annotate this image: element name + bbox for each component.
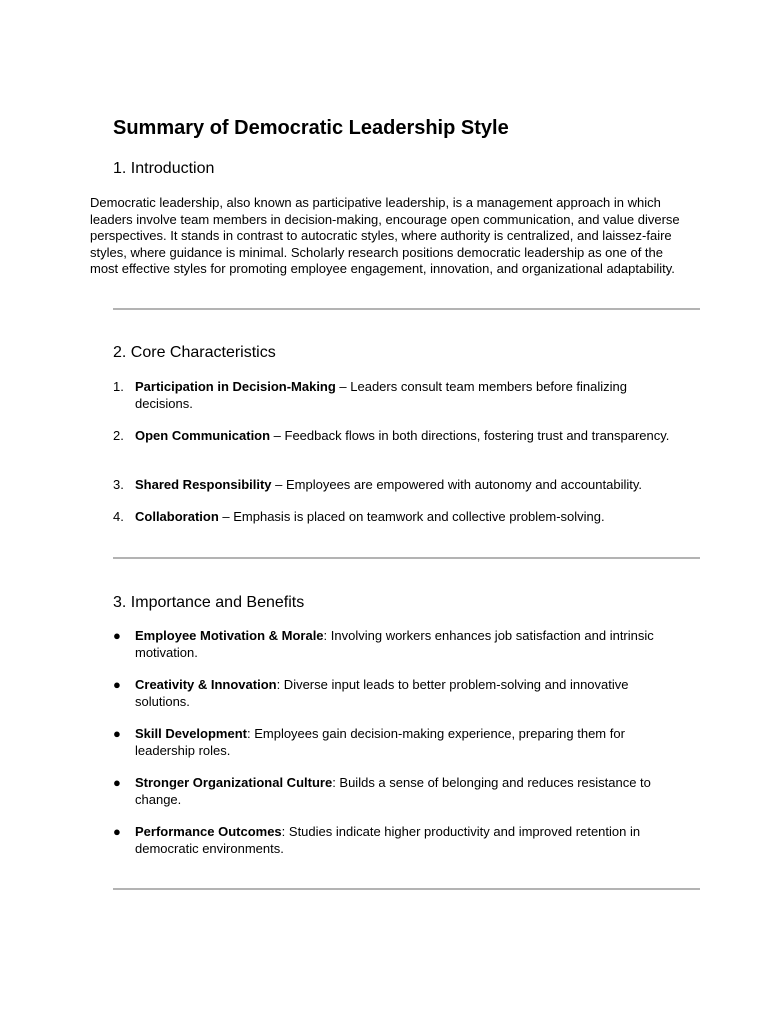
list-number: 1. bbox=[113, 379, 124, 394]
section-heading-core-characteristics: 2. Core Characteristics bbox=[113, 344, 276, 361]
list-number: 2. bbox=[113, 428, 124, 443]
section-divider bbox=[113, 557, 700, 559]
list-item-description: – Leaders consult team members before finalizing decisions. bbox=[135, 379, 628, 411]
list-item-term: Creativity & Innovation bbox=[135, 677, 277, 692]
list-item-text bbox=[135, 428, 680, 445]
list-item-text bbox=[135, 379, 680, 412]
list-number: 4. bbox=[113, 509, 124, 524]
list-item-term: Open Communication bbox=[135, 428, 271, 443]
list-item-description: : Diverse input leads to better problem-solving and innovative solutions. bbox=[135, 677, 629, 709]
list-item-term: Skill Development bbox=[135, 726, 247, 741]
list-item-text bbox=[135, 775, 680, 808]
list-item-term: Collaboration bbox=[135, 509, 219, 524]
list-item-text bbox=[135, 726, 680, 759]
bullet-icon: ● bbox=[113, 775, 121, 790]
list-item-description: : Employees gain decision-making experience, preparing them for leadership roles. bbox=[135, 726, 625, 758]
section-divider bbox=[113, 308, 700, 310]
list-item-term: Shared Responsibility bbox=[135, 477, 272, 492]
list-number: 3. bbox=[113, 477, 124, 492]
list-item-text bbox=[135, 677, 680, 710]
list-item-description: – Feedback flows in both directions, fostering trust and transparency. bbox=[270, 428, 670, 443]
list-item-text bbox=[135, 628, 680, 661]
bullet-icon: ● bbox=[113, 628, 121, 643]
list-item-term: Participation in Decision-Making bbox=[135, 379, 336, 394]
list-item-text bbox=[135, 477, 680, 494]
list-item-description: : Builds a sense of belonging and reduces resistance to change. bbox=[135, 775, 651, 807]
list-item-description: : Involving workers enhances job satisfaction and intrinsic motivation. bbox=[135, 628, 654, 660]
list-item-term: Stronger Organizational Culture bbox=[135, 775, 333, 790]
bullet-icon: ● bbox=[113, 726, 121, 741]
introduction-paragraph: Democratic leadership, also known as participative leadership, is a management approach in which leaders involve team members in decision-making, encourage open communication, and value diverse perspectives. It stands in contrast to autocratic styles, where authority is centralized, and laissez-faire styles, where guidance is minimal. Scholarly research positions democratic leadership as one of the most effective styles for promoting employee engagement, innovation, and organizational adaptability. bbox=[90, 195, 680, 277]
list-item-description: – Emphasis is placed on teamwork and collective problem-solving. bbox=[218, 509, 605, 524]
document-title: Summary of Democratic Leadership Style bbox=[113, 117, 509, 139]
list-item-text bbox=[135, 509, 680, 526]
list-item-text bbox=[135, 824, 680, 857]
section-divider bbox=[113, 888, 700, 890]
section-heading-introduction: 1. Introduction bbox=[113, 160, 215, 177]
section-heading-importance-benefits: 3. Importance and Benefits bbox=[113, 594, 305, 611]
list-item-description: – Employees are empowered with autonomy and accountability. bbox=[271, 477, 643, 492]
list-item-description: : Studies indicate higher productivity and improved retention in democratic environments. bbox=[135, 824, 641, 856]
list-item-term: Employee Motivation & Morale bbox=[135, 628, 324, 643]
bullet-icon: ● bbox=[113, 824, 121, 839]
list-item-term: Performance Outcomes bbox=[135, 824, 282, 839]
bullet-icon: ● bbox=[113, 677, 121, 692]
